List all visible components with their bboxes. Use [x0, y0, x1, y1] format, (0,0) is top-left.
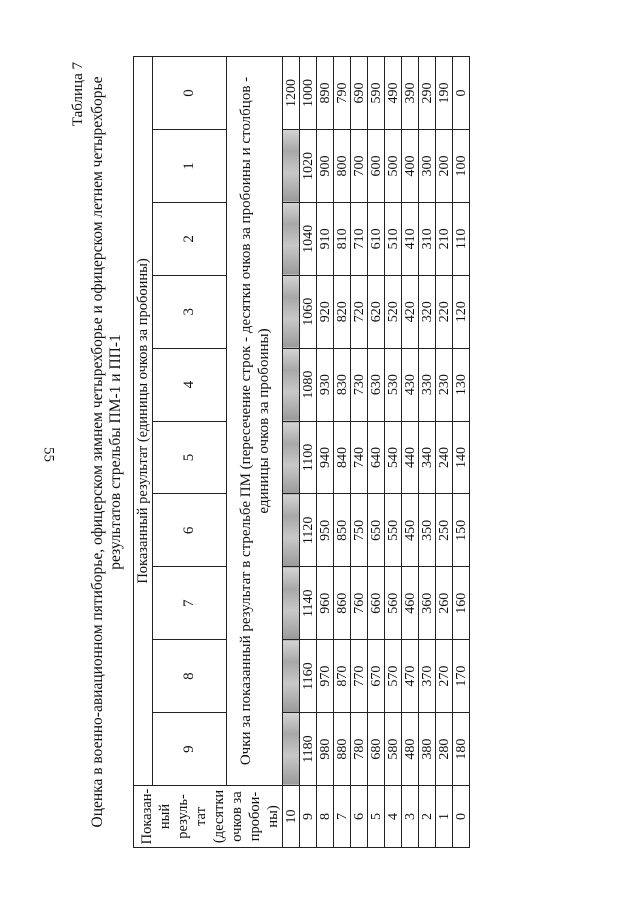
- column-header-row: [153, 57, 227, 848]
- table-cell: 790: [334, 57, 351, 130]
- table-cell: 250: [436, 494, 453, 567]
- table-cell: 780: [351, 713, 368, 786]
- table-row: [334, 57, 351, 848]
- table-cell: 190: [436, 57, 453, 130]
- table-cell: 650: [368, 494, 385, 567]
- table-row: [419, 57, 436, 848]
- side-header: Показан-ный резуль-тат (десятки очков за пробои-ны): [134, 786, 283, 848]
- table-cell: [283, 202, 300, 275]
- table-cell: 960: [317, 567, 334, 640]
- column-header: 4: [153, 348, 227, 421]
- table-cell: 1040: [300, 202, 317, 275]
- column-header: 5: [153, 421, 227, 494]
- top-header: Показанный результат (единицы очков за пробоины): [134, 57, 153, 786]
- table-row: [385, 57, 402, 848]
- table-row: [368, 57, 385, 848]
- table-cell: 900: [317, 129, 334, 202]
- column-header: 7: [153, 567, 227, 640]
- column-header: 6: [153, 494, 227, 567]
- table-cell: 1080: [300, 348, 317, 421]
- table-cell: 910: [317, 202, 334, 275]
- table-cell: 1140: [300, 567, 317, 640]
- table-cell: 800: [334, 129, 351, 202]
- table-cell: 970: [317, 640, 334, 713]
- table-cell: [283, 713, 300, 786]
- table-cell: 820: [334, 275, 351, 348]
- table-cell: 1160: [300, 640, 317, 713]
- score-table: [133, 56, 470, 848]
- table-cell: 860: [334, 567, 351, 640]
- row-label: 2: [419, 786, 436, 848]
- table-cell: [283, 640, 300, 713]
- table-cell: 450: [402, 494, 419, 567]
- column-header: 3: [153, 275, 227, 348]
- table-cell: 210: [436, 202, 453, 275]
- table-row: [351, 57, 368, 848]
- table-cell: 550: [385, 494, 402, 567]
- table-cell: 830: [334, 348, 351, 421]
- column-header: 1: [153, 129, 227, 202]
- table-cell: 440: [402, 421, 419, 494]
- description-cell: Очки за показанный результат в стрельбе ПМ (пересечение строк - десятки очков за пробоины и столбцов - единицы очков за пробоины): [227, 57, 283, 786]
- table-cell: 160: [453, 567, 470, 640]
- table-cell: 640: [368, 421, 385, 494]
- table-cell: 940: [317, 421, 334, 494]
- table-row: [317, 57, 334, 848]
- table-cell: 580: [385, 713, 402, 786]
- table-cell: 560: [385, 567, 402, 640]
- table-cell: 850: [334, 494, 351, 567]
- table-cell: 810: [334, 202, 351, 275]
- table-cell: [283, 567, 300, 640]
- table-cell: 260: [436, 567, 453, 640]
- table-cell: 360: [419, 567, 436, 640]
- page-number: 55: [40, 447, 57, 462]
- table-cell: 230: [436, 348, 453, 421]
- table-cell: 1180: [300, 713, 317, 786]
- table-cell: 740: [351, 421, 368, 494]
- table-cell: 330: [419, 348, 436, 421]
- row-label: 0: [453, 786, 470, 848]
- table-title: [89, 56, 125, 848]
- table-cell: 670: [368, 640, 385, 713]
- row-label: 7: [334, 786, 351, 848]
- table-cell: 840: [334, 421, 351, 494]
- table-cell: 220: [436, 275, 453, 348]
- table-cell: 430: [402, 348, 419, 421]
- table-cell: 720: [351, 275, 368, 348]
- table-row: [453, 57, 470, 848]
- title-line-2: результатов стрельбы ПМ-1 и ПП-1: [107, 334, 124, 570]
- column-header: 9: [153, 713, 227, 786]
- table-row: [436, 57, 453, 848]
- table-cell: 380: [419, 713, 436, 786]
- table-cell: 1100: [300, 421, 317, 494]
- table-cell: 520: [385, 275, 402, 348]
- table-cell: 1120: [300, 494, 317, 567]
- table-cell: 530: [385, 348, 402, 421]
- table-cell: 300: [419, 129, 436, 202]
- table-cell: 130: [453, 348, 470, 421]
- table-cell: 710: [351, 202, 368, 275]
- table-cell: [283, 494, 300, 567]
- table-cell: 310: [419, 202, 436, 275]
- table-cell: 180: [453, 713, 470, 786]
- table-row: [402, 57, 419, 848]
- table-cell: 630: [368, 348, 385, 421]
- row-label: 8: [317, 786, 334, 848]
- table-cell: 500: [385, 129, 402, 202]
- title-line-1: Оценка в военно-авиационном пятиборье, офицерском зимнем четырехборье и офицерском летнем четырехборье: [89, 76, 106, 828]
- table-cell: 420: [402, 275, 419, 348]
- table-cell: 240: [436, 421, 453, 494]
- table-cell: 950: [317, 494, 334, 567]
- table-cell: 590: [368, 57, 385, 130]
- table-cell: 410: [402, 202, 419, 275]
- table-cell: 920: [317, 275, 334, 348]
- table-cell: 700: [351, 129, 368, 202]
- table-row: [283, 57, 300, 848]
- rotated-content: [70, 56, 570, 848]
- table-cell: 880: [334, 713, 351, 786]
- table-cell: 140: [453, 421, 470, 494]
- table-cell: 680: [368, 713, 385, 786]
- table-cell: 110: [453, 202, 470, 275]
- table-body: [283, 57, 470, 848]
- row-label: 9: [300, 786, 317, 848]
- table-cell: 1000: [300, 57, 317, 130]
- table-cell: 120: [453, 275, 470, 348]
- table-cell: 510: [385, 202, 402, 275]
- table-cell: 170: [453, 640, 470, 713]
- table-row: [300, 57, 317, 848]
- table-cell: 730: [351, 348, 368, 421]
- table-cell: 1200: [283, 57, 300, 130]
- row-label: 5: [368, 786, 385, 848]
- table-label: Таблица 7: [70, 62, 86, 127]
- table-cell: [283, 275, 300, 348]
- row-label: 4: [385, 786, 402, 848]
- table-cell: [283, 348, 300, 421]
- table-cell: 890: [317, 57, 334, 130]
- table-cell: 770: [351, 640, 368, 713]
- table-cell: 320: [419, 275, 436, 348]
- table-cell: 290: [419, 57, 436, 130]
- column-header: 2: [153, 202, 227, 275]
- table-cell: 1020: [300, 129, 317, 202]
- table-cell: 540: [385, 421, 402, 494]
- table-cell: [283, 129, 300, 202]
- table-cell: 400: [402, 129, 419, 202]
- table-cell: 750: [351, 494, 368, 567]
- table-cell: 340: [419, 421, 436, 494]
- table-cell: 150: [453, 494, 470, 567]
- table-cell: 490: [385, 57, 402, 130]
- table-cell: 870: [334, 640, 351, 713]
- table-cell: 350: [419, 494, 436, 567]
- table-cell: 390: [402, 57, 419, 130]
- table-cell: 930: [317, 348, 334, 421]
- table-cell: 460: [402, 567, 419, 640]
- table-cell: 690: [351, 57, 368, 130]
- table-cell: 370: [419, 640, 436, 713]
- table-cell: 480: [402, 713, 419, 786]
- table-cell: 610: [368, 202, 385, 275]
- table-cell: 200: [436, 129, 453, 202]
- table-cell: [283, 421, 300, 494]
- table-cell: 0: [453, 57, 470, 130]
- column-header: 0: [153, 57, 227, 130]
- table-cell: 470: [402, 640, 419, 713]
- column-header: 8: [153, 640, 227, 713]
- table-cell: 280: [436, 713, 453, 786]
- table-cell: 980: [317, 713, 334, 786]
- row-label: 6: [351, 786, 368, 848]
- table-cell: 570: [385, 640, 402, 713]
- row-label: 10: [283, 786, 300, 848]
- row-label: 1: [436, 786, 453, 848]
- table-cell: 760: [351, 567, 368, 640]
- table-cell: 600: [368, 129, 385, 202]
- table-cell: 660: [368, 567, 385, 640]
- table-cell: 270: [436, 640, 453, 713]
- table-cell: 100: [453, 129, 470, 202]
- row-label: 3: [402, 786, 419, 848]
- table-cell: 620: [368, 275, 385, 348]
- table-cell: 1060: [300, 275, 317, 348]
